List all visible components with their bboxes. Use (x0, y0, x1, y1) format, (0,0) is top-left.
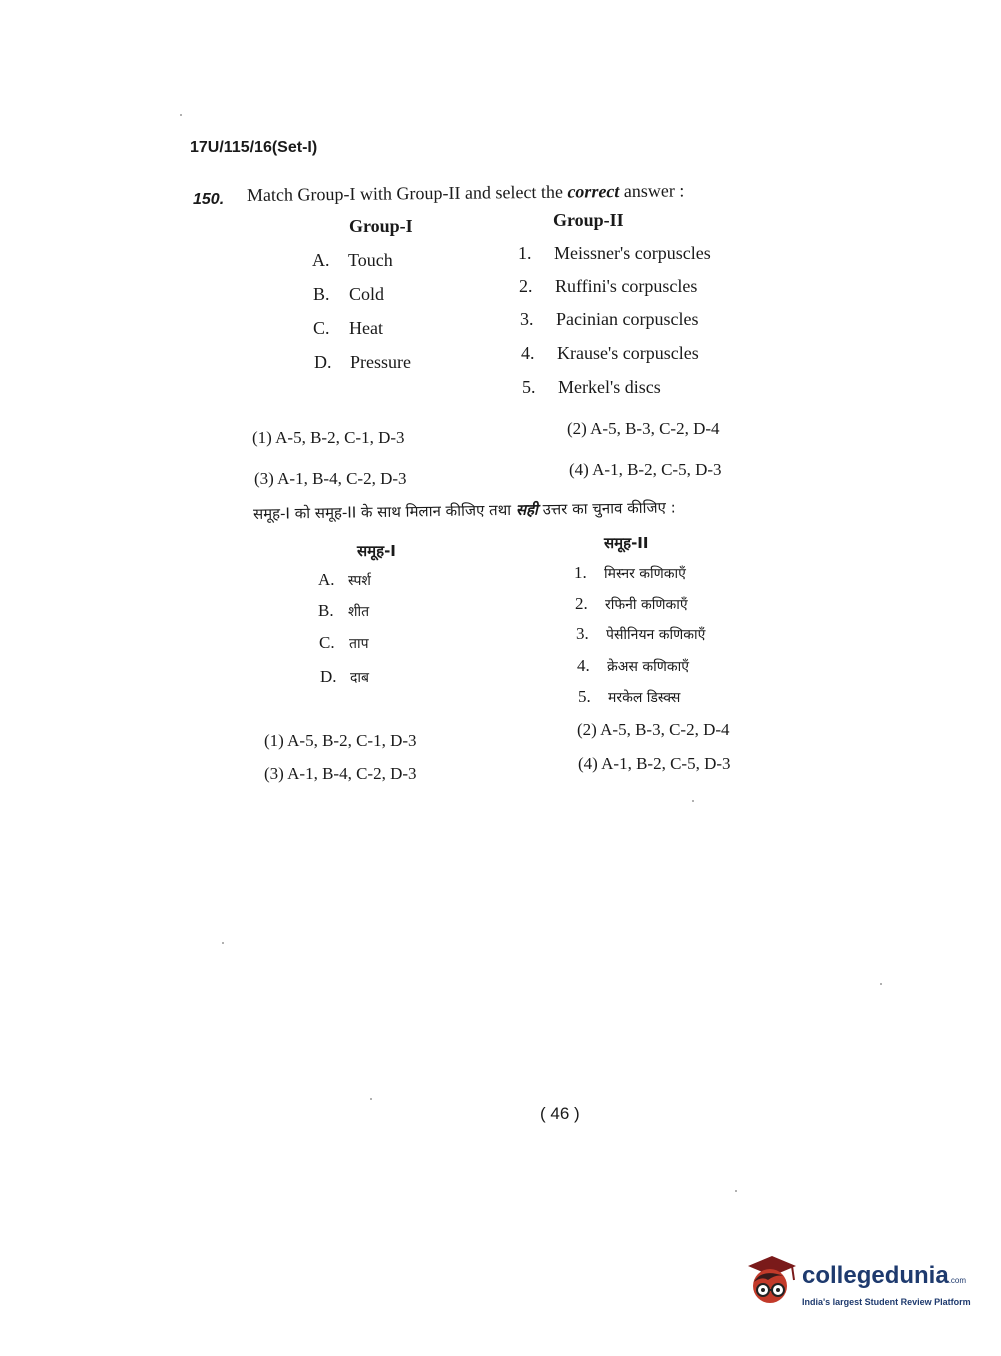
hindi-group2-row-label: 4. (577, 656, 590, 675)
hindi-group2-row-label: 2. (575, 594, 588, 613)
scan-speck (222, 942, 224, 944)
group1-row-label: D. (314, 352, 332, 372)
hindi-group2-row-label: 1. (574, 563, 587, 582)
hindi-answer-option-4[interactable]: (4) A-1, B-2, C-5, D-3 (578, 754, 731, 773)
group1-row-text: Cold (349, 284, 385, 304)
collegedunia-logo-icon (742, 1252, 800, 1317)
question-stem-suffix: answer : (619, 180, 685, 202)
group2-row (518, 243, 711, 264)
watermark-brand-name: collegedunia (802, 1262, 949, 1289)
group1-row-text: Pressure (350, 352, 411, 372)
question-stem (247, 180, 685, 206)
scan-speck (370, 1098, 372, 1100)
hindi-group1-row (320, 667, 369, 687)
group1-row-label: C. (313, 318, 330, 338)
group1-row-text: Heat (349, 318, 383, 338)
group1-row-label: B. (313, 284, 330, 304)
watermark-tagline: India's largest Student Review Platform (802, 1297, 971, 1307)
group2-row-label: 3. (520, 309, 534, 329)
scan-speck (880, 983, 882, 985)
group2-row-text: Pacinian corpuscles (556, 309, 699, 329)
scan-speck (735, 1190, 737, 1192)
group2-row (520, 309, 698, 330)
hindi-group1-row-label: B. (318, 601, 334, 620)
group2-row (522, 377, 661, 398)
scan-speck (692, 800, 694, 802)
group1-title: Group-I (349, 216, 413, 236)
hindi-group2-row (574, 563, 686, 583)
answer-option-3[interactable]: (3) A-1, B-4, C-2, D-3 (254, 469, 407, 488)
hindi-group1-row-label: D. (320, 667, 337, 686)
paper-code: 17U/115/16(Set-I) (190, 139, 318, 156)
answer-option-4[interactable]: (4) A-1, B-2, C-5, D-3 (569, 460, 722, 479)
group2-row (519, 276, 697, 297)
group1-row (314, 352, 411, 373)
group1-row (313, 318, 383, 339)
hindi-group1-row-text: दाब (350, 670, 370, 686)
group2-row-text: Krause's corpuscles (557, 343, 699, 363)
question-stem-prefix: Match Group-I with Group-II and select the (246, 181, 568, 205)
hindi-group2-row-text: पेसीनियन कणिकाएँ (606, 627, 706, 643)
hindi-group2-row (578, 687, 680, 707)
answer-option-1[interactable]: (1) A-5, B-2, C-1, D-3 (252, 428, 405, 447)
hindi-group1-row-text: ताप (349, 636, 369, 652)
hindi-group1-row-text: शीत (348, 604, 370, 620)
hindi-stem-suffix: उत्तर का चुनाव कीजिए : (537, 498, 676, 519)
group2-row-text: Merkel's discs (558, 377, 661, 397)
hindi-group2-row-text: क्रेअस कणिकाएँ (607, 659, 689, 675)
watermark-brand (802, 1262, 966, 1290)
group1-row-text: Touch (348, 250, 393, 270)
hindi-group2-row (575, 594, 688, 614)
page-number: ( 46 ) (540, 1104, 580, 1123)
hindi-answer-option-1[interactable]: (1) A-5, B-2, C-1, D-3 (264, 731, 417, 750)
answer-option-2[interactable]: (2) A-5, B-3, C-2, D-4 (567, 419, 720, 438)
hindi-group1-row-text: स्पर्श (348, 573, 371, 589)
hindi-group2-title: समूह-II (604, 534, 649, 552)
question-number: 150. (193, 191, 225, 208)
group2-row-text: Meissner's corpuscles (554, 243, 711, 263)
hindi-group2-row-text: मिस्नर कणिकाएँ (604, 566, 686, 582)
group2-title: Group-II (553, 210, 624, 230)
group1-row-label: A. (312, 250, 330, 270)
hindi-stem-prefix: समूह-I को समूह-II के साथ मिलान कीजिए तथा (252, 500, 517, 523)
group2-row-label: 1. (518, 243, 532, 263)
group2-row-label: 4. (521, 343, 535, 363)
hindi-group2-row-label: 3. (576, 624, 589, 643)
hindi-group2-row (576, 624, 705, 644)
hindi-group1-row-label: A. (318, 570, 335, 589)
group1-row (313, 284, 384, 305)
hindi-group1-row (319, 633, 369, 653)
group2-row-text: Ruffini's corpuscles (555, 276, 698, 296)
group1-row (312, 250, 393, 271)
hindi-question-stem (253, 497, 676, 524)
group2-row (521, 343, 699, 364)
watermark-brand-suffix: .com (948, 1276, 967, 1285)
hindi-group2-row-text: रफिनी कणिकाएँ (605, 597, 688, 613)
group2-row-label: 2. (519, 276, 533, 296)
hindi-answer-option-2[interactable]: (2) A-5, B-3, C-2, D-4 (577, 720, 730, 739)
hindi-answer-option-3[interactable]: (3) A-1, B-4, C-2, D-3 (264, 764, 417, 783)
hindi-group2-row-label: 5. (578, 687, 591, 706)
group2-row-label: 5. (522, 377, 536, 397)
hindi-group2-row-text: मरकेल डिस्क्स (608, 690, 681, 706)
hindi-group1-row (318, 601, 369, 621)
hindi-stem-emphasis: सही (515, 500, 539, 519)
hindi-group2-row (577, 656, 689, 676)
hindi-group1-title: समूह-I (357, 542, 396, 560)
question-stem-emphasis: correct (567, 181, 620, 202)
hindi-group1-row-label: C. (319, 633, 335, 652)
hindi-group1-row (318, 570, 371, 590)
scan-speck (180, 114, 182, 116)
